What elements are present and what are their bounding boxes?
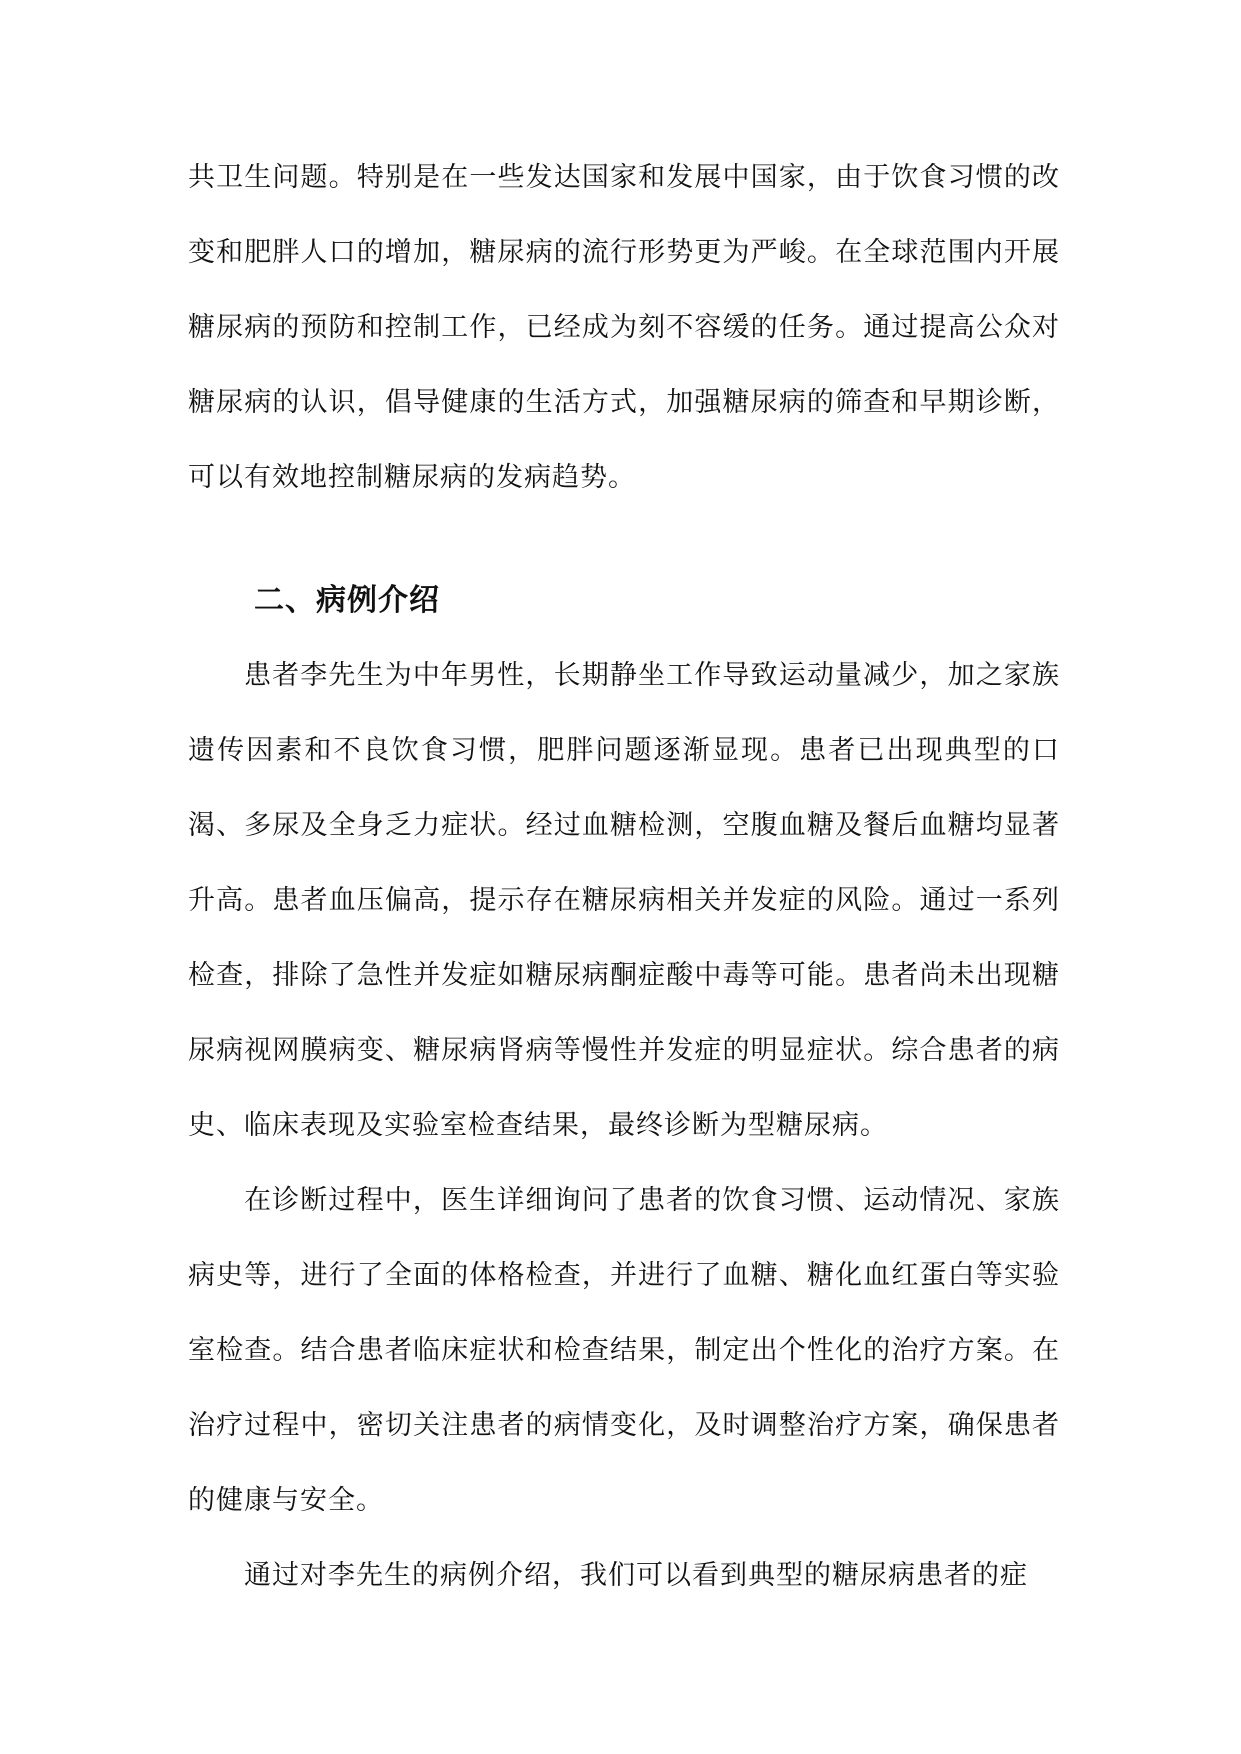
paragraph-continued: 共卫生问题。特别是在一些发达国家和发展中国家，由于饮食习惯的改变和肥胖人口的增加，糖尿病的流行形势更为严峻。在全球范围内开展糖尿病的预防和控制工作，已经成为刻不容缓的任务。通过提高公众对糖尿病的认识，倡导健康的生活方式，加强糖尿病的筛查和早期诊断，可以有效地控制糖尿病的发病趋势。 [188, 162, 1060, 493]
section-heading: 二、病例介绍 [254, 583, 440, 618]
paragraph-case-description: 患者李先生为中年男性，长期静坐工作导致运动量减少，加之家族遗传因素和不良饮食习惯，肥胖问题逐渐显现。患者已出现典型的口渴、多尿及全身乏力症状。经过血糖检测，空腹血糖及餐后血糖均显著升高。患者血压偏高，提示存在糖尿病相关并发症的风险。通过一系列检查，排除了急性并发症如糖尿病酮症酸中毒等可能。患者尚未出现糖尿病视网膜病变、糖尿病肾病等慢性并发症的明显症状。综合患者的病史、临床表现及实验室检查结果，最终诊断为型糖尿病。 [188, 660, 1060, 1141]
spacer [188, 515, 1060, 563]
paragraph-diagnosis-process: 在诊断过程中，医生详细询问了患者的饮食习惯、运动情况、家族病史等，进行了全面的体格检查，并进行了血糖、糖化血红蛋白等实验室检查。结合患者临床症状和检查结果，制定出个性化的治疗方案。在治疗过程中，密切关注患者的病情变化，及时调整治疗方案，确保患者的健康与安全。 [188, 1185, 1060, 1516]
paragraph-summary: 通过对李先生的病例介绍，我们可以看到典型的糖尿病患者的症 [244, 1560, 1028, 1591]
document-body [188, 140, 1060, 1613]
